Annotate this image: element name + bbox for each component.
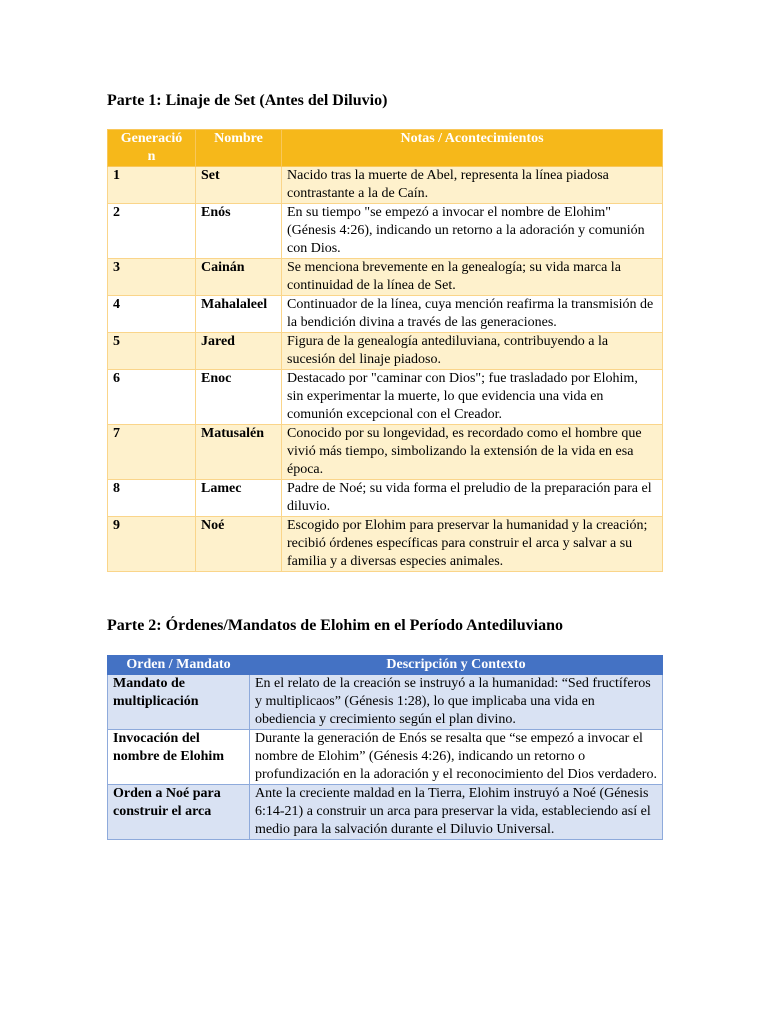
- header-notes: Notas / Acontecimientos: [282, 130, 663, 167]
- notes-cell: Se menciona brevemente en la genealogía; su vida marca la continuidad de la línea de Set.: [282, 259, 663, 296]
- name-cell: Jared: [196, 333, 282, 370]
- description-cell: En el relato de la creación se instruyó a la humanidad: “Sed fructíferos y multiplicaos” (Génesis 1:28), lo que implicaba una vida en obediencia y crecimiento según el plan divino.: [250, 675, 663, 730]
- generation-cell: 4: [108, 296, 196, 333]
- table-row: [108, 259, 663, 296]
- name-cell: Enoc: [196, 370, 282, 425]
- name-cell: Mahalaleel: [196, 296, 282, 333]
- table-row: [108, 730, 663, 785]
- commands-table: [107, 655, 663, 840]
- generation-cell: 9: [108, 517, 196, 572]
- generation-cell: 5: [108, 333, 196, 370]
- name-cell: Cainán: [196, 259, 282, 296]
- header-generation: Generació n: [108, 130, 196, 167]
- lineage-table: [107, 129, 663, 572]
- table-row: [108, 333, 663, 370]
- part1-title: Parte 1: Linaje de Set (Antes del Diluvio): [107, 92, 388, 109]
- description-cell: Durante la generación de Enós se resalta que “se empezó a invocar el nombre de Elohim” (Génesis 4:26), indicando un retorno o profundización en la adoración y el reconocimiento del Dios verdadero.: [250, 730, 663, 785]
- table-row: [108, 370, 663, 425]
- table-header-row: [108, 130, 663, 167]
- table-row: [108, 785, 663, 840]
- generation-cell: 7: [108, 425, 196, 480]
- generation-cell: 3: [108, 259, 196, 296]
- order-cell: Mandato de multiplicación: [108, 675, 250, 730]
- notes-cell: Destacado por "caminar con Dios"; fue trasladado por Elohim, sin experimentar la muerte, lo que evidencia una vida en comunión excepcional con el Creador.: [282, 370, 663, 425]
- name-cell: Matusalén: [196, 425, 282, 480]
- header-order: Orden / Mandato: [108, 656, 250, 675]
- generation-cell: 6: [108, 370, 196, 425]
- notes-cell: Padre de Noé; su vida forma el preludio de la preparación para el diluvio.: [282, 480, 663, 517]
- notes-cell: Escogido por Elohim para preservar la humanidad y la creación; recibió órdenes específicas para construir el arca y salvar a su familia y a diversas especies animales.: [282, 517, 663, 572]
- notes-cell: Nacido tras la muerte de Abel, representa la línea piadosa contrastante a la de Caín.: [282, 167, 663, 204]
- notes-cell: Conocido por su longevidad, es recordado como el hombre que vivió más tiempo, simbolizando la extensión de la vida en esa época.: [282, 425, 663, 480]
- name-cell: Noé: [196, 517, 282, 572]
- notes-cell: Continuador de la línea, cuya mención reafirma la transmisión de la bendición divina a través de las generaciones.: [282, 296, 663, 333]
- table-row: [108, 480, 663, 517]
- header-name: Nombre: [196, 130, 282, 167]
- table-row: [108, 167, 663, 204]
- order-cell: Invocación del nombre de Elohim: [108, 730, 250, 785]
- generation-cell: 8: [108, 480, 196, 517]
- table-row: [108, 517, 663, 572]
- generation-cell: 1: [108, 167, 196, 204]
- table-row: [108, 675, 663, 730]
- table-row: [108, 425, 663, 480]
- part2-title: Parte 2: Órdenes/Mandatos de Elohim en el Período Antediluviano: [107, 617, 563, 634]
- description-cell: Ante la creciente maldad en la Tierra, Elohim instruyó a Noé (Génesis 6:14-21) a construir un arca para preservar la vida, estableciendo así el medio para la salvación durante el Diluvio Universal.: [250, 785, 663, 840]
- table-row: [108, 296, 663, 333]
- order-cell: Orden a Noé para construir el arca: [108, 785, 250, 840]
- table-row: [108, 204, 663, 259]
- notes-cell: En su tiempo "se empezó a invocar el nombre de Elohim" (Génesis 4:26), indicando un retorno a la adoración y comunión con Dios.: [282, 204, 663, 259]
- table-header-row: [108, 656, 663, 675]
- generation-cell: 2: [108, 204, 196, 259]
- notes-cell: Figura de la genealogía antediluviana, contribuyendo a la sucesión del linaje piadoso.: [282, 333, 663, 370]
- name-cell: Lamec: [196, 480, 282, 517]
- name-cell: Enós: [196, 204, 282, 259]
- name-cell: Set: [196, 167, 282, 204]
- header-description: Descripción y Contexto: [250, 656, 663, 675]
